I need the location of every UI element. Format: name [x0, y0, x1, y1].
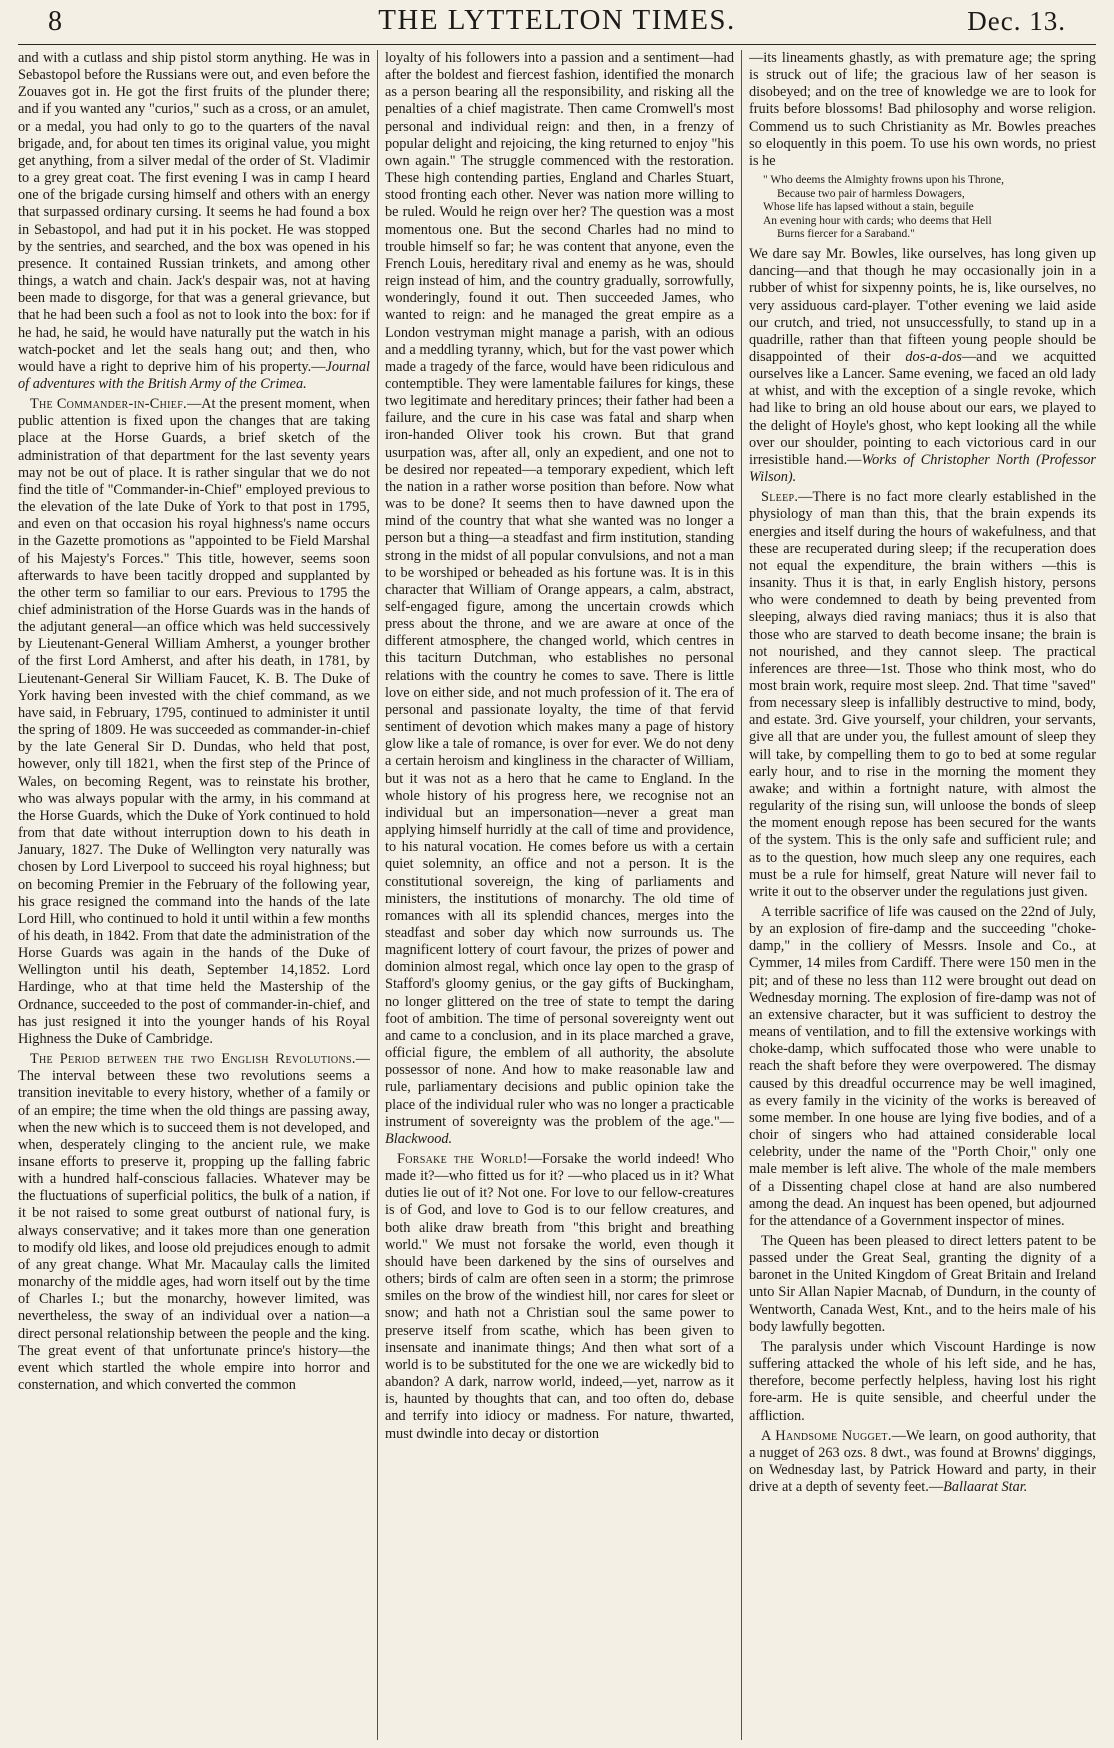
article-hardinge-paralysis: The paralysis under which Viscount Hardinge is now suffering attacked the whole of his left side, and he has, therefore, become perfectly helpless, having lost his right fore-arm. He is quite sensible, and cheerful under the affliction. [749, 1338, 1096, 1424]
verse-line: An evening hour with cards; who deems that Hell [763, 214, 992, 227]
article-forsake-end: We dare say Mr. Bowles, like ourselves, has long given up dancing—and that though he may occasionally join in a rubber of whist for sixpenny points, he is, like ourselves, no very assiduous card-player. T'other evening we laid aside our crutch, and tried, not unsuccessfully, to stand up in a quadrille, rather than that fifteen young people should be disappointed of their dos-a-dos—and we acquitted ourselves like a Lancer. Same evening, we faced an old lady at whist, and with the exception of a single revoke, which had like to bring an old house about our ears, we played to the delight of Hoyle's ghost, who kept looking all the while over our shoulder, pointing to each victorious card in our irresistible hand.—Works of Christopher North (Professor Wilson). [749, 246, 1096, 486]
column-rule [741, 50, 742, 1740]
newspaper-title: THE LYTTELTON TIMES. [378, 4, 736, 36]
article-source: Blackwood. [385, 1130, 453, 1147]
article-period-continued: loyalty of his followers into a passion and a sentiment—had after the boldest and fiercest fashion, identified the monarch as a person bearing all the responsibility, and risking all the penalties of a chief magistrate. Then came Cromwell's most personal and individual reign: and then, in a frenzy of popular delight and rejoicing, the king returned to enjoy "his own again." The struggle commenced with the restoration. These high contending parties, England and Charles Stuart, stood fronting each other. Never was nation more willing to be ruled. Would he reign over her? The question was a most momentous one. But the second Charles had no mind to trouble himself so far; he was content that anyone, even the French Louis, hereditary rival and enemy as he was, should reign instead of him, and the country gradually, sorrowfully, wonderingly, found it out. Then succeeded James, who wanted to reign: and he managed the great empire as a London vestryman might manage a parish, with an odious and a meddling tyranny, which, but for the vast power which made a tragedy of the farce, would have been ridiculous and contemptible. They were lamentable failures for kings, these two legitimate and hereditary princes; their father had been a failure, and the cure in his case was fatal and sharp when iron-handed Oliver took his crown. But that grand usurpation was, after all, only an expedient, and one not to be desired nor repeated—a temporary expedient, which left the nation in a rather worse position than before. Now what was to be done? It seems then to have dawned upon the mind of the country that what she wanted was no longer a person but a thing—a steadfast and firm institution, standing strong in the midst of all popular convulsions, and not a man to be worshiped or beheaded as his fortune was. It is in this character that William of Orange appears, a calm, abstract, self-engaged figure, among the uncertain crowds which press about the throne, and we are aware at once of the different atmosphere, the changed world, which centres in this taciturn Dutchman, who establishes no personal relations with the country he comes to save. There is little love on either side, and not much profession of it. The era of personal and passionate loyalty, the time of that fervid sentiment of devotion which makes many a page of history glow like a tale of romance, is over for ever. We do not deny a certain heroism and kingliness in the character of William, but it was not as a hero that he came to England. In the whole history of his progress here, we recognise not an individual but an impersonation—never a great man applying himself hurridly at the call of time and providence, to his natural vocation. He comes before us with a certain quiet solemnity, an office and not a person. It is the constitutional sovereign, the king of parliaments and ministers, the institutions of monarchy. The old time of romances with all its splendid chances, merges into the steadfast and sober day which now surrounds us. The magnificent lottery of court favour, the prizes of power and dominion almost regal, which once lay open to the grasp of Stafford's gloomy genius, or the gay gifts of Buckingham, no longer glittered on the tree of state to tempt the daring foot of ambition. The time of personal sovereignty went out and came to a conclusion, and in its place marched a grave, official figure, the emblem of all authority, the absolute possessor of none. And how to make reasonable law and rule, parliamentary decisions and public opinion take the place of the individual ruler who was no longer a practicable instrument of sovereignty was the problem of the age."—Blackwood. [385, 50, 734, 1147]
article-source: Ballaarat Star. [943, 1479, 1028, 1496]
verse-quote [763, 174, 1096, 242]
article-source: Works of Christopher North (Professor Wilson). [749, 451, 1096, 486]
column-3 [749, 50, 1096, 1740]
article-journal: and with a cutlass and ship pistol storm anything. He was in Sebastopol before the Russians were out, and even before the Zouaves got in. He got the first fruits of the plunder there; and if you wanted any "curios," such as a cross, or an amulet, or a medal, you had only to go to the quarters of the naval brigade, and, for about ten times its original value, you might get anything, from a silver medal of the order of St. Vladimir to a grey great coat. The first evening I was in camp I heard one of the brigade cursing himself and others with an energy that surpassed ordinary cursing. It seems he had found a box in Sebastopol, and had put it in his pocket. He was stopped by the sentries, and searched, and the box was opened in his presence. It contained Russian trinkets, and among other things, a watch and chain. Jack's despair was, not at having been made to disgorge, for that was a general grievance, but that he had been such a fool as not to look into the box: for if he had, he said, he would have naturally put the watch in his watch-pocket and let the seals hang out; and then, who would have a right to deprive him of his property.—Journal of adventures with the British Army of the Crimea. [18, 50, 370, 392]
article-forsake-continued: —its lineaments ghastly, as with premature age; the spring is struck out of life; the gracious law of her season is disobeyed; and on the tree of knowledge we are to look for fruits before blossoms! Bad philosophy and worse religion. Commend us to such Christianity as Mr. Bowles preaches so eloquently in this poem. To use his own words, no priest is he [749, 50, 1096, 169]
article-sleep: Sleep.—There is no fact more clearly established in the physiology of man than this, that the brain expends its energies and itself during the hours of wakefulness, and that these are recuperated during sleep; if the recuperation does not equal the expenditure, the brain withers —this is insanity. Thus it is that, in early English history, persons who were condemned to death by being prevented from sleeping, always died raving maniacs; thus it is also that those who are starved to death become insane; the brain is not nourished, and they cannot sleep. The practical inferences are three—1st. Those who think most, who do most brain work, require most sleep. 2nd. That time "saved" from necessary sleep is infallibly destructive to mind, body, and estate. 3rd. Give yourself, your children, your servants, give all that are under you, the fullest amount of sleep they will take, by compelling them to go to bed at some regular early hour, and to rise in the morning the moment they awake; and within a fortnight nature, with almost the regularity of the rising sun, will unloose the bonds of sleep the moment enough repose has been secured for the wants of the system. This is the only safe and sufficient rule; and as to the question, how much sleep any one requires, each must be a rule for himself, great Nature will never fail to write it out to the observer under the regulations just given. [749, 489, 1096, 900]
article-handsome-nugget: A Handsome Nugget.—We learn, on good authority, that a nugget of 263 ozs. 8 dwt., was found at Browns' diggings, on Wednesday last, by Patrick Howard and party, in their drive at a depth of seventy feet.—Ballaarat Star. [749, 1427, 1096, 1496]
article-baronetcy: The Queen has been pleased to direct letters patent to be passed under the Great Seal, granting the dignity of a baronet in the United Kingdom of Great Britain and Ireland unto Sir Allan Napier Macnab, of Dundurn, in the county of Wentworth, Canada West, Knt., and to the heirs male of his body lawfully begotten. [749, 1232, 1096, 1335]
issue-date: Dec. 13. [967, 6, 1066, 36]
article-heading: The Commander-in-Chief. [30, 396, 187, 413]
article-heading: A Handsome Nugget. [761, 1427, 892, 1444]
article-forsake-the-world: Forsake the World!—Forsake the world indeed! Who made it?—who fitted us for it? —who placed us in it? What duties lie out of it? Not one. For love to our fellow-creatures is of God, and love to God is to our fellow creatures, and both alike draw breath from "this bright and breathing world." We must not forsake the world, even though it should have been darkened by the sins of ourselves and others; birds of calm are often seen in a storm; the primrose smiles on the brow of the windiest hill, nor cares for sleet or snow; and hath not a Christian soul the same power to preserve itself from scathe, which has been given to insensate and inanimate things; And then what sort of a world is to be substituted for the one we are wickedly bid to abandon? A dark, narrow world, indeed,—yet, narrow as it is, haunted by thoughts that can, and too often do, debase and terrify into idiocy or madness. For nature, thwarted, must dwindle into decay or distortion [385, 1151, 734, 1442]
article-heading: Forsake the World! [397, 1151, 528, 1167]
article-heading: Sleep. [761, 489, 799, 506]
column-2 [385, 50, 734, 1740]
verse-line: Burns fiercer for a Saraband." [777, 228, 915, 241]
column-1 [18, 50, 370, 1740]
italic-term: dos-a-dos [905, 349, 962, 365]
article-heading: The Period between the two English Revolutions. [30, 1051, 356, 1068]
page-number: 8 [48, 6, 62, 37]
article-period-between-revolutions: The Period between the two English Revolutions.—The interval between these two revolutions seems a transition inevitable to every history, whether of a family or of an empire; the time when the old things are passing away, when the new which is to succeed them is not developed, and when, desperately clinging to the ancient rule, we make insane efforts to preserve it, propping up the falling fabric with a hundred half-conscious fallacies. Whatever may be the fluctuations of superficial politics, the bulk of a nation, if it be not raised to some great outburst of national fury, is always conservative; and it takes more than one generation to modify old likes, and loose old prejudices enough to admit of any great change. What Mr. Macaulay calls the limited monarchy of the middle ages, had worn itself out by the time of Charles I.; but the monarchy, however limited, was nevertheless, the sway of an individual over a nation—a direct personal relationship between the people and the king. The great event of that unfortunate prince's history—the event which startled the whole empire into horror and consternation, and which converted the common [18, 1051, 370, 1394]
article-source: Journal of adventures with the British Army of the Crimea. [18, 358, 370, 392]
article-commander-in-chief: The Commander-in-Chief.—At the present moment, when public attention is fixed upon the changes that are taking place at the Horse Guards, a brief sketch of the administration of that department for the last seventy years may not be out of place. It is rather singular that we do not find the title of "Commander-in-Chief" employed previous to the elevation of the late Duke of York to that post in 1795, and even on that occasion his royal highness's name occurs in the Gazette promotions as "appointed to be Field Marshal of his Majesty's Forces." This title, however, seems soon afterwards to have been tacitly dropped and supplanted by the other term so familiar to our ears. Previous to 1795 the chief administration of the Horse Guards was in the hands of the adjutant general—an office which was held successively by Lieutenant-General William Amherst, a younger brother of the first Lord Amherst, and after his death, in 1781, by Lieutenant-General Sir William Faucet, K. B. The Duke of York having been invested with the chief command, as we have said, in February, 1795, continued to administer it until the spring of 1809. He was succeeded as commander-in-chief by the late General Sir D. Dundas, who held that post, however, only till 1821, when the first step of the Prince of Wales, on becoming Regent, was to reinstate his brother, who was always popular with the army, in his command at the Horse Guards, which the Duke of York continued to hold from that date without interruption down to his death in January, 1827. The Duke of Wellington very naturally was chosen by Lord Liverpool to succeed his royal highness; but on becoming Premier in the February of the following year, his grace resigned the command into the hands of the late Lord Hill, who continued to hold it until within a few months of his death, in 1842. From that date the administration of the Horse Guards was again in the hands of the Duke of Wellington until his death, September 14,1852. Lord Hardinge, who at that time held the Mastership of the Ordnance, succeeded to the post of commander-in-chief, and has just resigned it into the younger hands of his Royal Highness the Duke of Cambridge. [18, 396, 370, 1047]
columns [18, 50, 1096, 1740]
verse-line: Because two pair of harmless Dowagers, [777, 187, 965, 200]
verse-line: Whose life has lapsed without a stain, beguile [763, 201, 974, 214]
masthead [18, 0, 1096, 45]
verse-line: " Who deems the Almighty frowns upon his Throne, [763, 174, 1004, 187]
column-rule [377, 50, 378, 1740]
article-colliery-explosion: A terrible sacrifice of life was caused on the 22nd of July, by an explosion of fire-damp and the succeeding "choke-damp," in the colliery of Messrs. Insole and Co., at Cymmer, 14 miles from Cardiff. There were 150 men in the pit; and of these no less than 112 were brought out dead on Wednesday morning. The explosion of fire-damp was not of an extensive character, but it was sufficient to destroy the means of ventilation, and to fill the extensive workings with choke-damp, which suffocated those who were unable to reach the shaft before they were overpowered. The dismay caused by this dreadful occurrence may be well imagined, as every family in the vicinity of the works is bereaved of some member. In one house are lying five bodies, and of a choir of singers who had attained considerable local celebrity, under the name of the "Porth Choir," only one male member is left alive. The whole of the male members of a Dissenting chapel close at hand are also numbered among the dead. An inquest has been opened, but adjourned for the attendance of a Government inspector of mines. [749, 904, 1096, 1229]
